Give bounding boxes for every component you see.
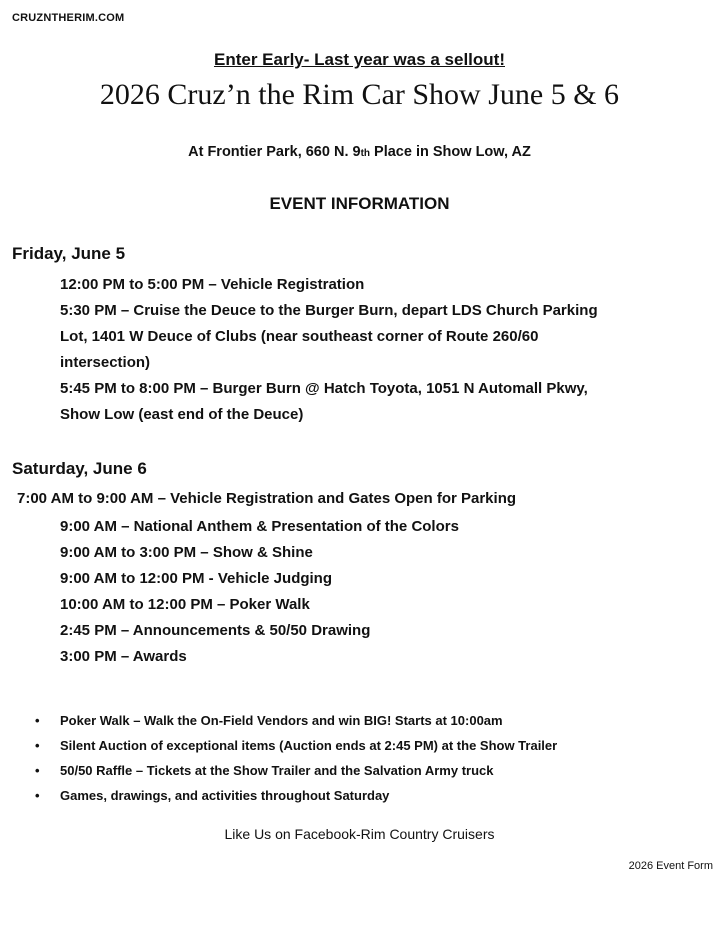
friday-item: 5:45 PM to 8:00 PM – Burger Burn @ Hatch Toyota, 1051 N Automall Pkwy, (60, 380, 588, 397)
bullet-icon: • (35, 713, 40, 728)
highlights-list (35, 708, 715, 808)
saturday-item: 10:00 AM to 12:00 PM – Poker Walk (60, 596, 310, 613)
bullet-icon: • (35, 788, 40, 803)
location-line (0, 144, 719, 160)
enter-early-banner: Enter Early- Last year was a sellout! (213, 50, 505, 69)
friday-item: intersection) (60, 354, 151, 371)
saturday-heading: Saturday, June 6 (12, 459, 147, 478)
list-item-text: Games, drawings, and activities throughout Saturday (60, 788, 390, 803)
friday-item: Show Low (east end of the Deuce) (60, 406, 304, 423)
bullet-icon: • (35, 763, 40, 778)
list-item (35, 758, 715, 783)
saturday-item: 2:45 PM – Announcements & 50/50 Drawing (60, 622, 371, 639)
list-item (35, 708, 715, 733)
friday-heading: Friday, June 5 (12, 244, 126, 263)
friday-item: Lot, 1401 W Deuce of Clubs (near southeast corner of Route 260/60 (60, 328, 539, 345)
location-after: Place in Show Low, AZ (370, 144, 531, 160)
site-url: CRUZNTHERIM.COM (12, 12, 125, 24)
location-ordinal: th (360, 148, 371, 159)
list-item-text: 50/50 Raffle – Tickets at the Show Trailer and the Salvation Army truck (60, 763, 494, 778)
form-label: 2026 Event Form (628, 860, 713, 872)
saturday-item: 9:00 AM to 12:00 PM - Vehicle Judging (60, 570, 333, 587)
bullet-icon: • (35, 738, 40, 753)
facebook-line: Like Us on Facebook-Rim Country Cruisers (224, 826, 495, 842)
list-item (35, 783, 715, 808)
location-before: At Frontier Park, 660 N. 9 (188, 144, 361, 160)
page-title: 2026 Cruz’n the Rim Car Show June 5 & 6 (99, 78, 620, 111)
saturday-item: 3:00 PM – Awards (60, 648, 187, 665)
list-item-text: Poker Walk – Walk the On-Field Vendors and win BIG! Starts at 10:00am (60, 713, 503, 728)
friday-item: 12:00 PM to 5:00 PM – Vehicle Registration (60, 276, 365, 293)
saturday-item: 9:00 AM to 3:00 PM – Show & Shine (60, 544, 313, 561)
saturday-first-item: 7:00 AM to 9:00 AM – Vehicle Registration and Gates Open for Parking (17, 490, 517, 507)
friday-item: 5:30 PM – Cruise the Deuce to the Burger Burn, depart LDS Church Parking (60, 302, 598, 319)
list-item (35, 733, 715, 758)
saturday-schedule (60, 514, 715, 670)
friday-schedule (60, 272, 715, 428)
list-item-text: Silent Auction of exceptional items (Auction ends at 2:45 PM) at the Show Trailer (60, 738, 558, 753)
saturday-item: 9:00 AM – National Anthem & Presentation of the Colors (60, 518, 459, 535)
event-information-heading: EVENT INFORMATION (269, 194, 450, 213)
